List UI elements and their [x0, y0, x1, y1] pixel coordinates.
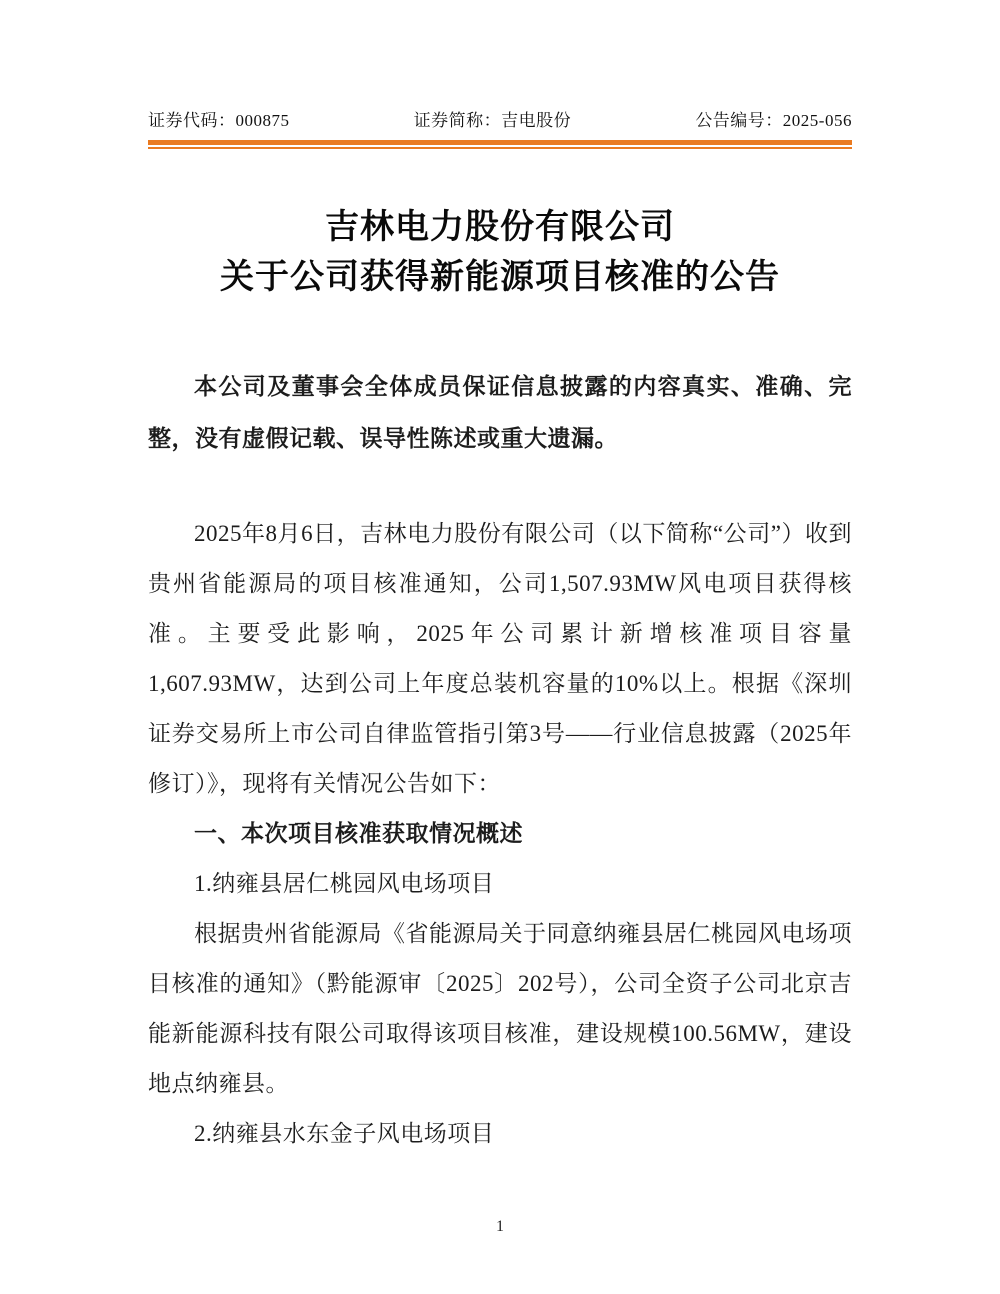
header-divider-rule: [148, 140, 852, 149]
intro-paragraph: 2025年8月6日，吉林电力股份有限公司（以下简称“公司”）收到贵州省能源局的项目核准通知，公司1,507.93MW风电项目获得核准。主要受此影响，2025年公司累计新增核准项目容量1,607.93MW，达到公司上年度总装机容量的10%以上。根据《深圳证券交易所上市公司自律监管指引第3号——行业信息披露（2025年修订）》，现将有关情况公告如下：: [148, 521, 852, 796]
project-1-title: 1.纳雍县居仁桃园风电场项目: [194, 871, 495, 896]
document-title-line-1: 吉林电力股份有限公司: [325, 209, 675, 246]
page-number: 1: [496, 1218, 504, 1235]
document-title: [148, 203, 852, 303]
document-title-line-2: 关于公司获得新能源项目核准的公告: [220, 259, 780, 296]
stock-code: 证券代码：000875: [148, 111, 290, 130]
document-header: [148, 110, 852, 132]
stock-name: 证券简称：吉电股份: [413, 111, 572, 130]
project-1-paragraph: 根据贵州省能源局《省能源局关于同意纳雍县居仁桃园风电场项目核准的通知》（黔能源审〔2025〕202号），公司全资子公司北京吉能新能源科技有限公司取得该项目核准，建设规模100.56MW，建设地点纳雍县。: [148, 921, 852, 1096]
announcement-number: 公告编号：2025-056: [695, 111, 852, 130]
divider-thin-line: [148, 147, 852, 149]
project-2-title: 2.纳雍县水东金子风电场项目: [194, 1121, 495, 1146]
section-1-heading: 一、本次项目核准获取情况概述: [194, 821, 523, 846]
disclosure-statement: 本公司及董事会全体成员保证信息披露的内容真实、准确、完整，没有虚假记载、误导性陈述或重大遗漏。: [148, 374, 852, 451]
